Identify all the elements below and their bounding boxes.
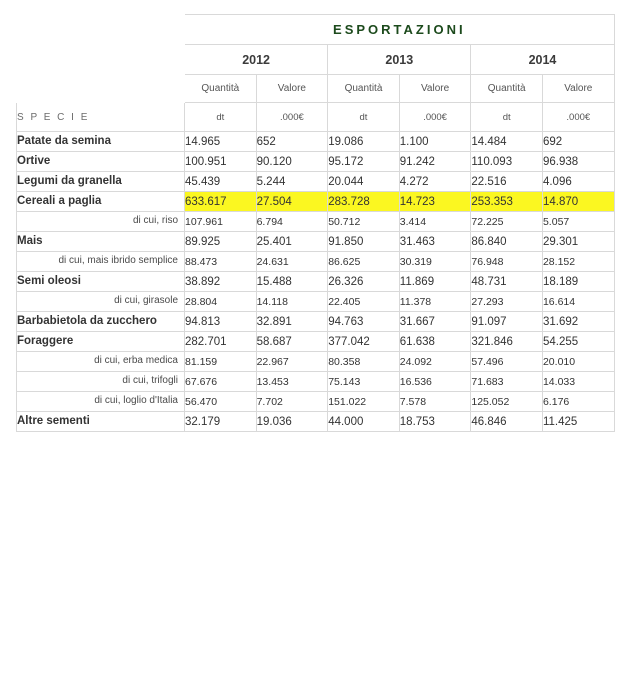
cell-value: 15.488	[256, 272, 328, 292]
cell-value: 633.617	[185, 192, 257, 212]
banner-row	[17, 15, 615, 45]
measure-header-quantita-2013: Quantità	[328, 75, 400, 103]
cell-value: 45.439	[185, 172, 257, 192]
cell-value: 16.536	[399, 372, 471, 392]
cell-value: 18.753	[399, 412, 471, 432]
cell-value: 44.000	[328, 412, 400, 432]
cell-value: 26.326	[328, 272, 400, 292]
empty-corner-cell	[17, 15, 185, 45]
unit-euro-2014: .000€	[542, 103, 614, 132]
row-label: di cui, loglio d'Italia	[17, 392, 185, 412]
cell-value: 22.516	[471, 172, 543, 192]
measure-header-valore-2014: Valore	[542, 75, 614, 103]
row-label: Barbabietola da zucchero	[17, 312, 185, 332]
cell-value: 4.272	[399, 172, 471, 192]
cell-value: 110.093	[471, 152, 543, 172]
cell-value: 27.504	[256, 192, 328, 212]
cell-value: 14.484	[471, 132, 543, 152]
measure-header-row	[17, 75, 615, 103]
cell-value: 27.293	[471, 292, 543, 312]
row-label: di cui, girasole	[17, 292, 185, 312]
measure-header-quantita-2014: Quantità	[471, 75, 543, 103]
cell-value: 321.846	[471, 332, 543, 352]
cell-value: 22.967	[256, 352, 328, 372]
row-label: Mais	[17, 232, 185, 252]
cell-value: 91.242	[399, 152, 471, 172]
row-label: Ortive	[17, 152, 185, 172]
cell-value: 90.120	[256, 152, 328, 172]
cell-value: 14.118	[256, 292, 328, 312]
cell-value: 94.763	[328, 312, 400, 332]
cell-value: 94.813	[185, 312, 257, 332]
row-label: Patate da semina	[17, 132, 185, 152]
cell-value: 7.702	[256, 392, 328, 412]
table-row	[17, 312, 615, 332]
cell-value: 14.723	[399, 192, 471, 212]
cell-value: 377.042	[328, 332, 400, 352]
units-row	[17, 103, 615, 132]
row-label: Cereali a paglia	[17, 192, 185, 212]
table-row	[17, 412, 615, 432]
cell-value: 4.096	[542, 172, 614, 192]
table-row	[17, 392, 615, 412]
cell-value: 22.405	[328, 292, 400, 312]
cell-value: 32.179	[185, 412, 257, 432]
row-label: Foraggere	[17, 332, 185, 352]
specie-column-header: S P E C I E	[17, 103, 185, 132]
cell-value: 28.804	[185, 292, 257, 312]
cell-value: 5.057	[542, 212, 614, 232]
cell-value: 67.676	[185, 372, 257, 392]
cell-value: 125.052	[471, 392, 543, 412]
cell-value: 54.255	[542, 332, 614, 352]
cell-value: 46.846	[471, 412, 543, 432]
row-label: di cui, trifogli	[17, 372, 185, 392]
cell-value: 652	[256, 132, 328, 152]
cell-value: 24.092	[399, 352, 471, 372]
empty-corner-cell-2	[17, 45, 185, 75]
cell-value: 11.869	[399, 272, 471, 292]
cell-value: 151.022	[328, 392, 400, 412]
unit-dt-2013: dt	[328, 103, 400, 132]
cell-value: 107.961	[185, 212, 257, 232]
cell-value: 6.794	[256, 212, 328, 232]
table-row	[17, 352, 615, 372]
cell-value: 30.319	[399, 252, 471, 272]
cell-value: 91.097	[471, 312, 543, 332]
cell-value: 100.951	[185, 152, 257, 172]
cell-value: 50.712	[328, 212, 400, 232]
table-row	[17, 232, 615, 252]
cell-value: 25.401	[256, 232, 328, 252]
cell-value: 20.010	[542, 352, 614, 372]
cell-value: 28.152	[542, 252, 614, 272]
table-row-highlighted	[17, 192, 615, 212]
table-row	[17, 212, 615, 232]
cell-value: 13.453	[256, 372, 328, 392]
cell-value: 38.892	[185, 272, 257, 292]
cell-value: 6.176	[542, 392, 614, 412]
cell-value: 3.414	[399, 212, 471, 232]
cell-value: 96.938	[542, 152, 614, 172]
cell-value: 282.701	[185, 332, 257, 352]
cell-value: 88.473	[185, 252, 257, 272]
cell-value: 19.086	[328, 132, 400, 152]
table-row	[17, 272, 615, 292]
row-label: di cui, riso	[17, 212, 185, 232]
table-title-banner: ESPORTAZIONI	[185, 15, 615, 45]
cell-value: 61.638	[399, 332, 471, 352]
cell-value: 19.036	[256, 412, 328, 432]
measure-header-valore-2012: Valore	[256, 75, 328, 103]
row-label: Legumi da granella	[17, 172, 185, 192]
row-label: Altre sementi	[17, 412, 185, 432]
cell-value: 1.100	[399, 132, 471, 152]
table-row	[17, 152, 615, 172]
year-header-2013: 2013	[328, 45, 471, 75]
cell-value: 31.692	[542, 312, 614, 332]
row-label: Semi oleosi	[17, 272, 185, 292]
table-row	[17, 252, 615, 272]
measure-header-quantita-2012: Quantità	[185, 75, 257, 103]
cell-value: 253.353	[471, 192, 543, 212]
cell-value: 14.870	[542, 192, 614, 212]
cell-value: 7.578	[399, 392, 471, 412]
cell-value: 31.463	[399, 232, 471, 252]
cell-value: 11.378	[399, 292, 471, 312]
cell-value: 24.631	[256, 252, 328, 272]
empty-corner-cell-3	[17, 75, 185, 103]
cell-value: 16.614	[542, 292, 614, 312]
table-row	[17, 372, 615, 392]
cell-value: 14.965	[185, 132, 257, 152]
unit-dt-2014: dt	[471, 103, 543, 132]
cell-value: 89.925	[185, 232, 257, 252]
row-label: di cui, erba medica	[17, 352, 185, 372]
cell-value: 18.189	[542, 272, 614, 292]
cell-value: 76.948	[471, 252, 543, 272]
cell-value: 72.225	[471, 212, 543, 232]
row-label: di cui, mais ibrido semplice	[17, 252, 185, 272]
cell-value: 31.667	[399, 312, 471, 332]
cell-value: 86.840	[471, 232, 543, 252]
year-header-2014: 2014	[471, 45, 614, 75]
cell-value: 71.683	[471, 372, 543, 392]
cell-value: 95.172	[328, 152, 400, 172]
year-header-row	[17, 45, 615, 75]
table-row	[17, 132, 615, 152]
cell-value: 80.358	[328, 352, 400, 372]
year-header-2012: 2012	[185, 45, 328, 75]
cell-value: 58.687	[256, 332, 328, 352]
unit-euro-2012: .000€	[256, 103, 328, 132]
cell-value: 56.470	[185, 392, 257, 412]
unit-euro-2013: .000€	[399, 103, 471, 132]
cell-value: 91.850	[328, 232, 400, 252]
cell-value: 48.731	[471, 272, 543, 292]
unit-dt-2012: dt	[185, 103, 257, 132]
table-row	[17, 292, 615, 312]
cell-value: 32.891	[256, 312, 328, 332]
cell-value: 692	[542, 132, 614, 152]
table-row	[17, 332, 615, 352]
cell-value: 57.496	[471, 352, 543, 372]
cell-value: 20.044	[328, 172, 400, 192]
cell-value: 86.625	[328, 252, 400, 272]
export-data-table	[16, 14, 615, 432]
cell-value: 14.033	[542, 372, 614, 392]
cell-value: 29.301	[542, 232, 614, 252]
cell-value: 81.159	[185, 352, 257, 372]
cell-value: 75.143	[328, 372, 400, 392]
table-row	[17, 172, 615, 192]
cell-value: 11.425	[542, 412, 614, 432]
cell-value: 283.728	[328, 192, 400, 212]
measure-header-valore-2013: Valore	[399, 75, 471, 103]
cell-value: 5.244	[256, 172, 328, 192]
